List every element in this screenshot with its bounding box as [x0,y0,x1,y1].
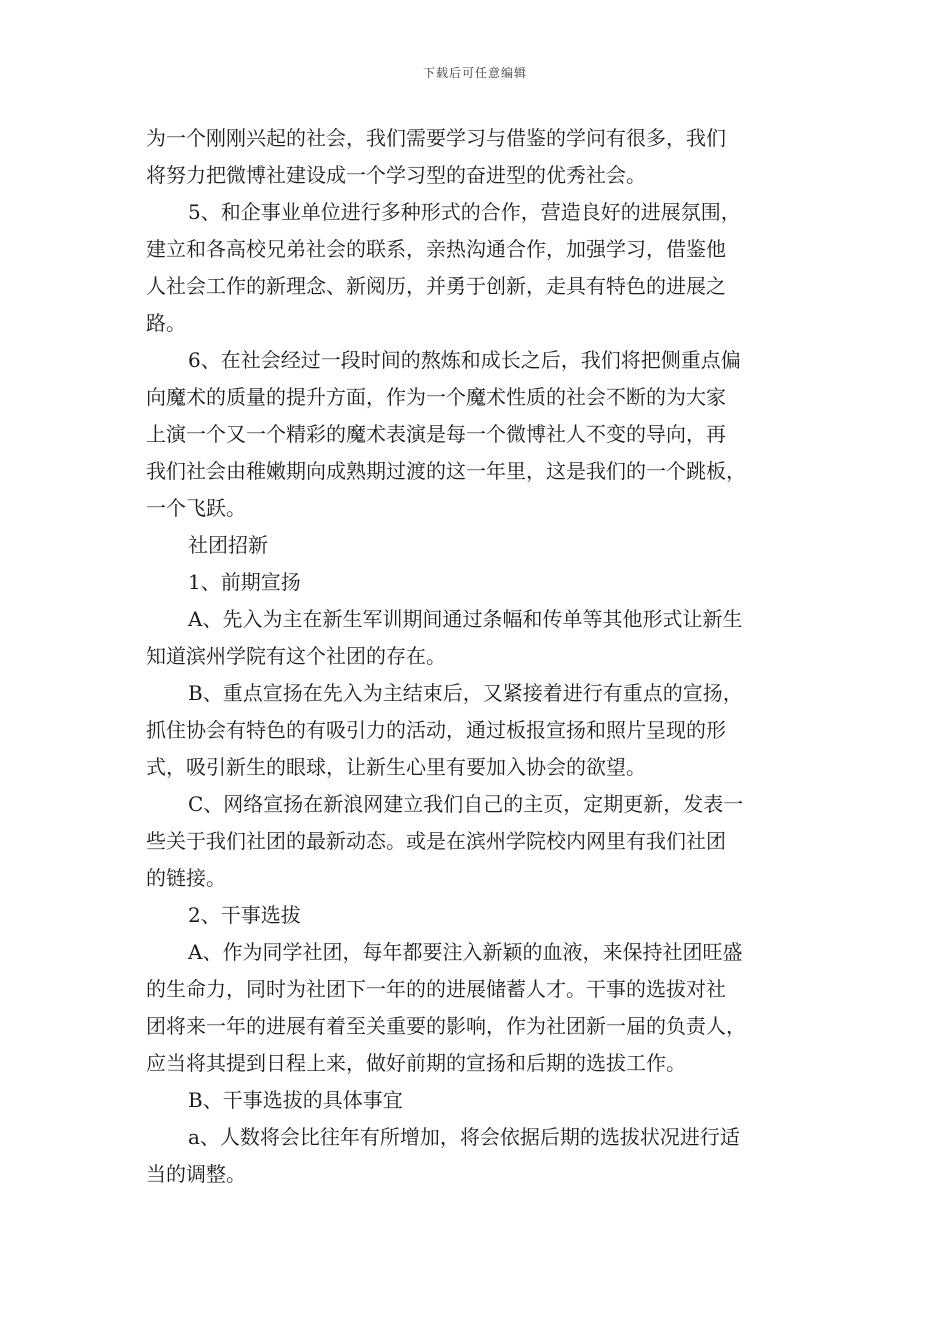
document-body [146,120,810,1193]
text-line: 些关于我们社团的最新动态。或是在滨州学院校内网里有我们社团 [146,829,726,853]
text-line: 建立和各高校兄弟社会的联系，亲热沟通合作，加强学习，借鉴他 [146,237,726,261]
text-line: 路。 [146,311,186,335]
text-line: 的链接。 [146,866,226,890]
text-line: A、先入为主在新生军训期间通过条幅和传单等其他形式让新生 [188,607,743,631]
text-line: 向魔术的质量的提升方面，作为一个魔术性质的社会不断的为大家 [146,385,726,409]
text-line: 社团招新 [188,533,268,557]
text-line: 一个飞跃。 [146,496,246,520]
text-line: 2、干事选拔 [188,903,301,927]
text-line: 上演一个又一个精彩的魔术表演是每一个微博社人不变的导向，再 [146,422,726,446]
text-line: a、人数将会比往年有所增加，将会依据后期的选拔状况进行适 [188,1125,740,1149]
page-header: 下载后可任意编辑 [422,66,527,80]
text-line: A、作为同学社团，每年都要注入新颖的血液，来保持社团旺盛 [188,940,743,964]
text-line: 当的调整。 [146,1162,246,1186]
text-line: 团将来一年的进展有着至关重要的影响，作为社团新一届的负责人， [146,1014,746,1038]
text-line: B、重点宣扬在先入为主结束后，又紧接着进行有重点的宣扬， [188,681,743,705]
text-line: 的生命力，同时为社团下一年的的进展储蓄人才。干事的选拔对社 [146,977,726,1001]
text-line: 为一个刚刚兴起的社会，我们需要学习与借鉴的学问有很多，我们 [146,126,726,150]
text-line: 我们社会由稚嫩期向成熟期过渡的这一年里，这是我们的一个跳板， [146,459,746,483]
text-line: 将努力把微博社建设成一个学习型的奋进型的优秀社会。 [146,163,646,187]
text-line: 式，吸引新生的眼球，让新生心里有要加入协会的欲望。 [146,755,646,779]
text-line: 5、和企事业单位进行多种形式的合作，营造良好的进展氛围， [188,200,741,224]
text-line: 应当将其提到日程上来，做好前期的宣扬和后期的选拔工作。 [146,1051,686,1075]
text-line: B、干事选拔的具体事宜 [188,1088,403,1112]
text-line: C、网络宣扬在新浪网建立我们自己的主页，定期更新，发表一 [188,792,744,816]
text-line: 1、前期宣扬 [188,570,301,594]
text-line: 知道滨州学院有这个社团的存在。 [146,644,446,668]
text-line: 抓住协会有特色的有吸引力的活动，通过板报宣扬和照片呈现的形 [146,718,726,742]
text-line: 人社会工作的新理念、新阅历，并勇于创新，走具有特色的进展之 [146,274,726,298]
text-line: 6、在社会经过一段时间的熬炼和成长之后，我们将把侧重点偏 [188,348,741,372]
